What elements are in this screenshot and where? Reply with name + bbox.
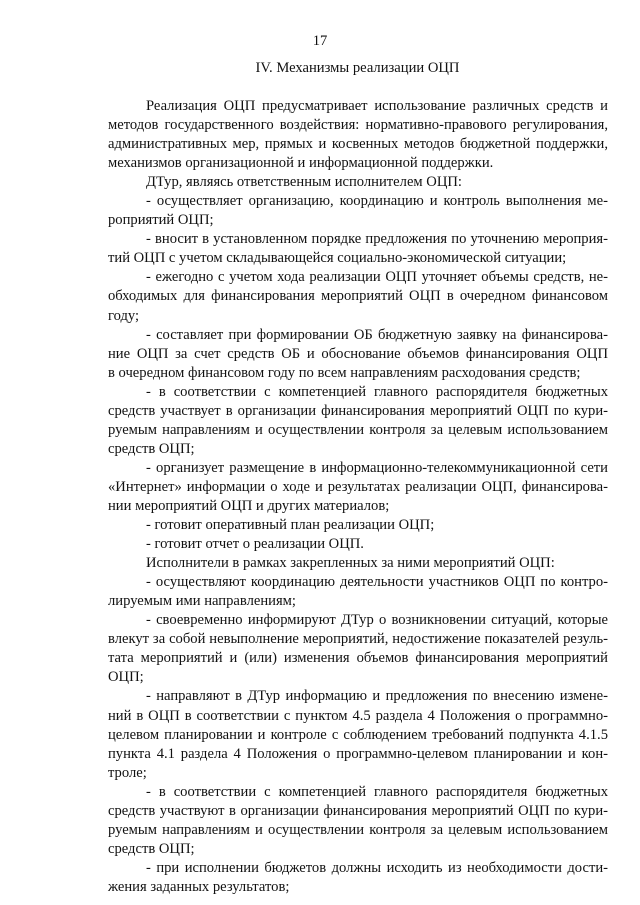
text-line: лируемым ими направлениям; bbox=[108, 593, 296, 610]
text-line: году; bbox=[108, 307, 140, 324]
text-line: административных мер, прямых и косвенных методов бюджетной поддержки, bbox=[108, 136, 608, 153]
text-line: - направляют в ДТур информацию и предложения по внесению измене- bbox=[146, 688, 608, 705]
text-line: - готовит отчет о реализации ОЦП. bbox=[146, 536, 364, 553]
text-line: жения заданных результатов; bbox=[108, 878, 290, 895]
text-line: - своевременно информируют ДТур о возникновении ситуаций, которые bbox=[146, 612, 608, 629]
text-line: - в соответствии с компетенцией главного распорядителя бюджетных bbox=[146, 383, 608, 400]
text-line: механизмов организационной и информационной поддержки. bbox=[108, 155, 494, 172]
text-line: руемым направлениям и осуществлении контроля за целевым использованием bbox=[108, 821, 608, 838]
text-line: тата мероприятий и (или) изменения объемов финансирования мероприятий bbox=[108, 650, 608, 667]
text-line: средств ОЦП; bbox=[108, 440, 195, 457]
text-line: - осуществляет организацию, координацию и контроль выполнения ме- bbox=[146, 193, 608, 210]
text-line: Исполнители в рамках закрепленных за ними мероприятий ОЦП: bbox=[146, 555, 555, 572]
text-line: Реализация ОЦП предусматривает использование различных средств и bbox=[146, 98, 608, 114]
text-line: - при исполнении бюджетов должны исходить из необходимости дости- bbox=[146, 859, 608, 876]
text-line: - в соответствии с компетенцией главного распорядителя бюджетных bbox=[146, 783, 608, 800]
text-line: нии мероприятий ОЦП и других материалов; bbox=[108, 497, 390, 514]
text-line: роприятий ОЦП; bbox=[108, 212, 214, 229]
page-number: 17 bbox=[312, 33, 328, 49]
text-line: - организует размещение в информационно-телекоммуникационной сети bbox=[146, 459, 608, 476]
text-line: - ежегодно с учетом хода реализации ОЦП уточняет объемы средств, не- bbox=[146, 269, 608, 286]
text-line: ДТур, являясь ответственным исполнителем ОЦП: bbox=[146, 174, 462, 191]
text-line: - осуществляют координацию деятельности участников ОЦП по контро- bbox=[146, 574, 608, 591]
text-line: целевом планировании и контроле с соблюдением требований подпункта 4.1.5 bbox=[108, 726, 608, 743]
section-heading: IV. Механизмы реализации ОЦП bbox=[255, 60, 460, 76]
text-line: троле; bbox=[108, 764, 147, 781]
text-line: - вносит в установленном порядке предложения по уточнению мероприя- bbox=[146, 231, 608, 248]
text-line: ний в ОЦП в соответствии с пунктом 4.5 раздела 4 Положения о программно- bbox=[108, 707, 608, 724]
text-line: ОЦП; bbox=[108, 669, 144, 686]
text-line: методов государственного воздействия: нормативно-правового регулирования, bbox=[108, 117, 608, 134]
text-line: ние ОЦП за счет средств ОБ и обоснование объемов финансирования ОЦП bbox=[108, 345, 608, 362]
text-line: тий ОЦП с учетом складывающейся социально-экономической ситуации; bbox=[108, 250, 567, 267]
text-line: «Интернет» информации о ходе и результатах реализации ОЦП, финансирова- bbox=[108, 478, 608, 495]
text-line: - готовит оперативный план реализации ОЦП; bbox=[146, 517, 435, 534]
text-line: влекут за собой невыполнение мероприятий, недостижение показателей резуль- bbox=[108, 631, 608, 648]
text-line: руемым направлениям и осуществлении контроля за целевым использованием bbox=[108, 421, 608, 438]
text-line: средств участвует в организации финансирования мероприятий ОЦП по кури- bbox=[108, 402, 608, 419]
text-line: средств участвуют в организации финансирования мероприятий ОЦП по кури- bbox=[108, 802, 608, 819]
text-line: обходимых для финансирования мероприятий ОЦП в очередном финансовом bbox=[108, 288, 608, 305]
text-line: пункта 4.1 раздела 4 Положения о программно-целевом планировании и кон- bbox=[108, 745, 608, 762]
document-body bbox=[108, 97, 608, 897]
text-line: - составляет при формировании ОБ бюджетную заявку на финансирова- bbox=[146, 326, 608, 343]
text-line: в очередном финансовом году по всем направлениям расходования средств; bbox=[108, 364, 581, 381]
text-line: средств ОЦП; bbox=[108, 840, 195, 857]
